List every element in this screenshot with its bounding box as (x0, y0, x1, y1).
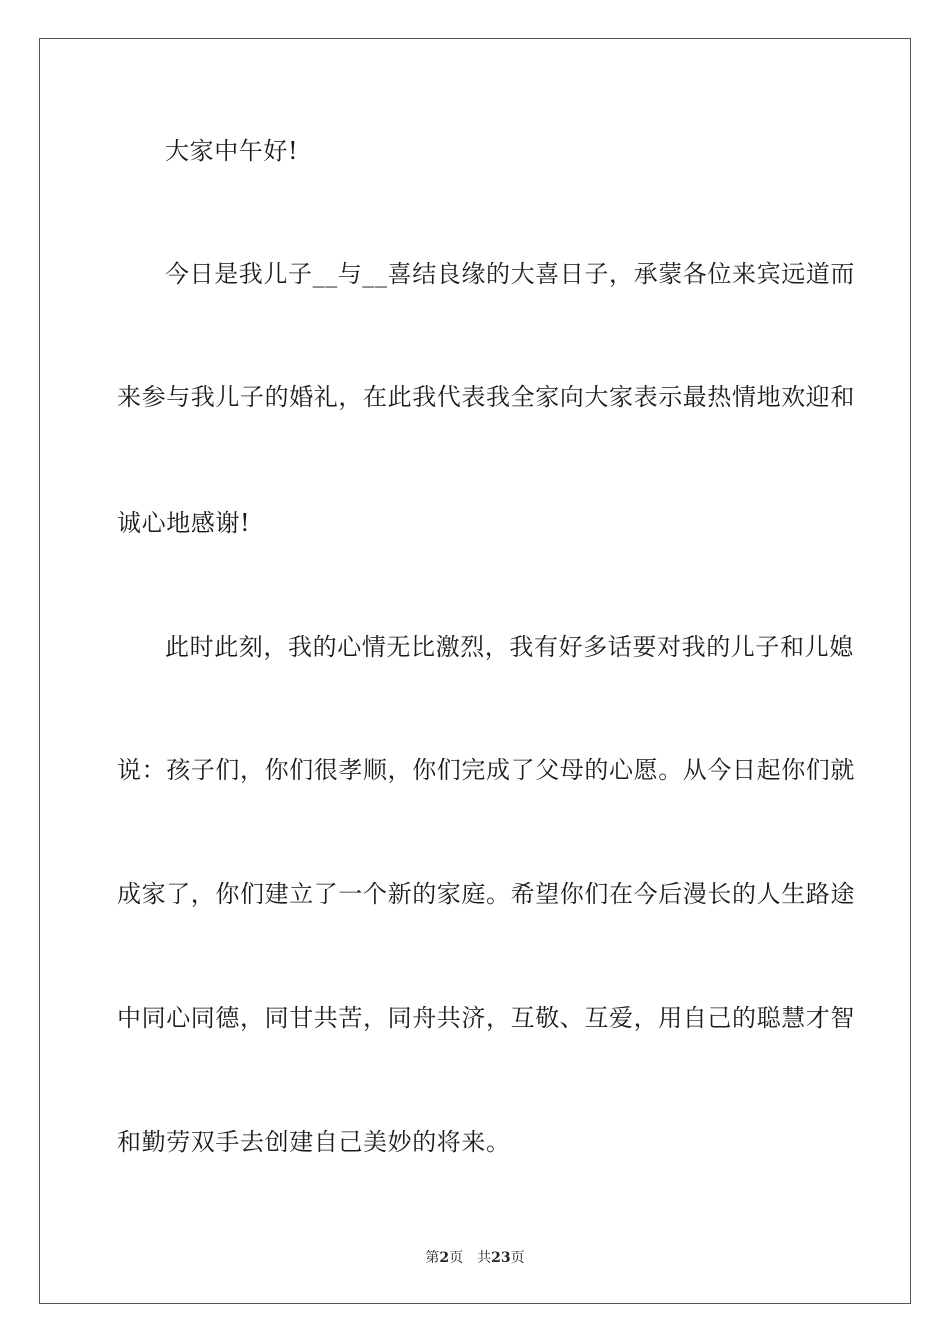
page-number: 2 (439, 1250, 450, 1266)
page-border (39, 38, 911, 1304)
page-prefix: 第 (425, 1250, 440, 1266)
page-footer (0, 1248, 950, 1268)
total-suffix: 页 (510, 1250, 525, 1266)
paragraph-line: 来参与我儿子的婚礼，在此我代表我全家向大家表示最热情地欢迎和 (117, 383, 855, 411)
paragraph-line: 说：孩子们，你们很孝顺，你们完成了父母的心愿。从今日起你们就 (117, 756, 855, 784)
total-pages: 23 (491, 1250, 511, 1266)
page-suffix: 页 (449, 1250, 464, 1266)
paragraph-line: 此时此刻，我的心情无比激烈，我有好多话要对我的儿子和儿媳 (165, 633, 854, 661)
paragraph-line: 和勤劳双手去创建自己美妙的将来。 (117, 1128, 511, 1156)
paragraph-line: 今日是我儿子__与__喜结良缘的大喜日子，承蒙各位来宾远道而 (165, 260, 855, 288)
paragraph-line: 成家了，你们建立了一个新的家庭。希望你们在今后漫长的人生路途 (117, 880, 855, 908)
paragraph-line: 中同心同德，同甘共苦，同舟共济，互敬、互爱，用自己的聪慧才智 (117, 1004, 855, 1032)
paragraph-line: 诚心地感谢! (117, 509, 251, 537)
greeting-line: 大家中午好! (165, 137, 299, 165)
total-prefix: 共 (477, 1250, 492, 1266)
